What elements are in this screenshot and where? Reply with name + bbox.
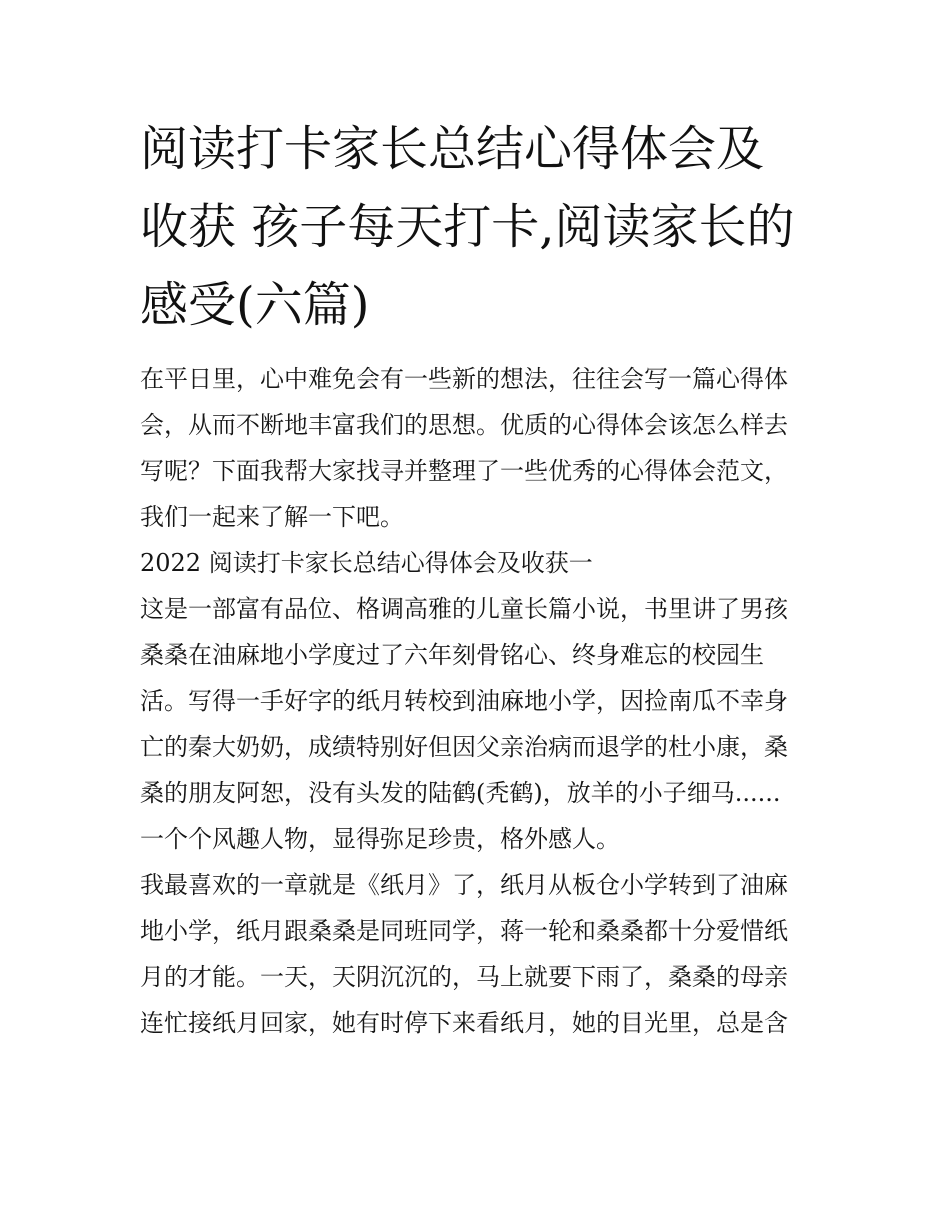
title-line: 阅读打卡家长总结心得体会及 bbox=[140, 121, 765, 177]
body-line: 亡的秦大奶奶，成绩特别好但因父亲治病而退学的杜小康，桑 bbox=[140, 733, 788, 761]
body-line: 一个个风趣人物，显得弥足珍贵，格外感人。 bbox=[140, 825, 620, 853]
section-heading: 2022 阅读打卡家长总结心得体会及收获一 bbox=[140, 549, 593, 577]
document-body bbox=[140, 356, 820, 1046]
body-line: 在平日里，心中难免会有一些新的想法，往往会写一篇心得体 bbox=[140, 365, 788, 393]
title-line: 收获 孩子每天打卡,阅读家长的 bbox=[140, 199, 795, 255]
body-line: 桑桑在油麻地小学度过了六年刻骨铭心、终身难忘的校园生 bbox=[140, 641, 764, 669]
body-line: 活。写得一手好字的纸月转校到油麻地小学，因捡南瓜不幸身 bbox=[140, 687, 788, 715]
body-line: 写呢？下面我帮大家找寻并整理了一些优秀的心得体会范文， bbox=[140, 457, 788, 485]
body-line: 这是一部富有品位、格调高雅的儿童长篇小说，书里讲了男孩 bbox=[140, 595, 788, 623]
document-title bbox=[140, 110, 830, 344]
body-line: 月的才能。一天，天阴沉沉的，马上就要下雨了，桑桑的母亲 bbox=[140, 963, 788, 991]
body-line: 会，从而不断地丰富我们的思想。优质的心得体会该怎么样去 bbox=[140, 411, 788, 439]
body-line: 我们一起来了解一下吧。 bbox=[140, 503, 404, 531]
body-line: 桑的朋友阿恕，没有头发的陆鹤(秃鹤)，放羊的小子细马...... bbox=[140, 779, 781, 807]
title-line: 感受(六篇) bbox=[140, 277, 370, 333]
body-line: 地小学，纸月跟桑桑是同班同学，蒋一轮和桑桑都十分爱惜纸 bbox=[140, 917, 788, 945]
body-line: 连忙接纸月回家，她有时停下来看纸月，她的目光里，总是含 bbox=[140, 1009, 788, 1037]
body-line: 我最喜欢的一章就是《纸月》了，纸月从板仓小学转到了油麻 bbox=[140, 871, 788, 899]
